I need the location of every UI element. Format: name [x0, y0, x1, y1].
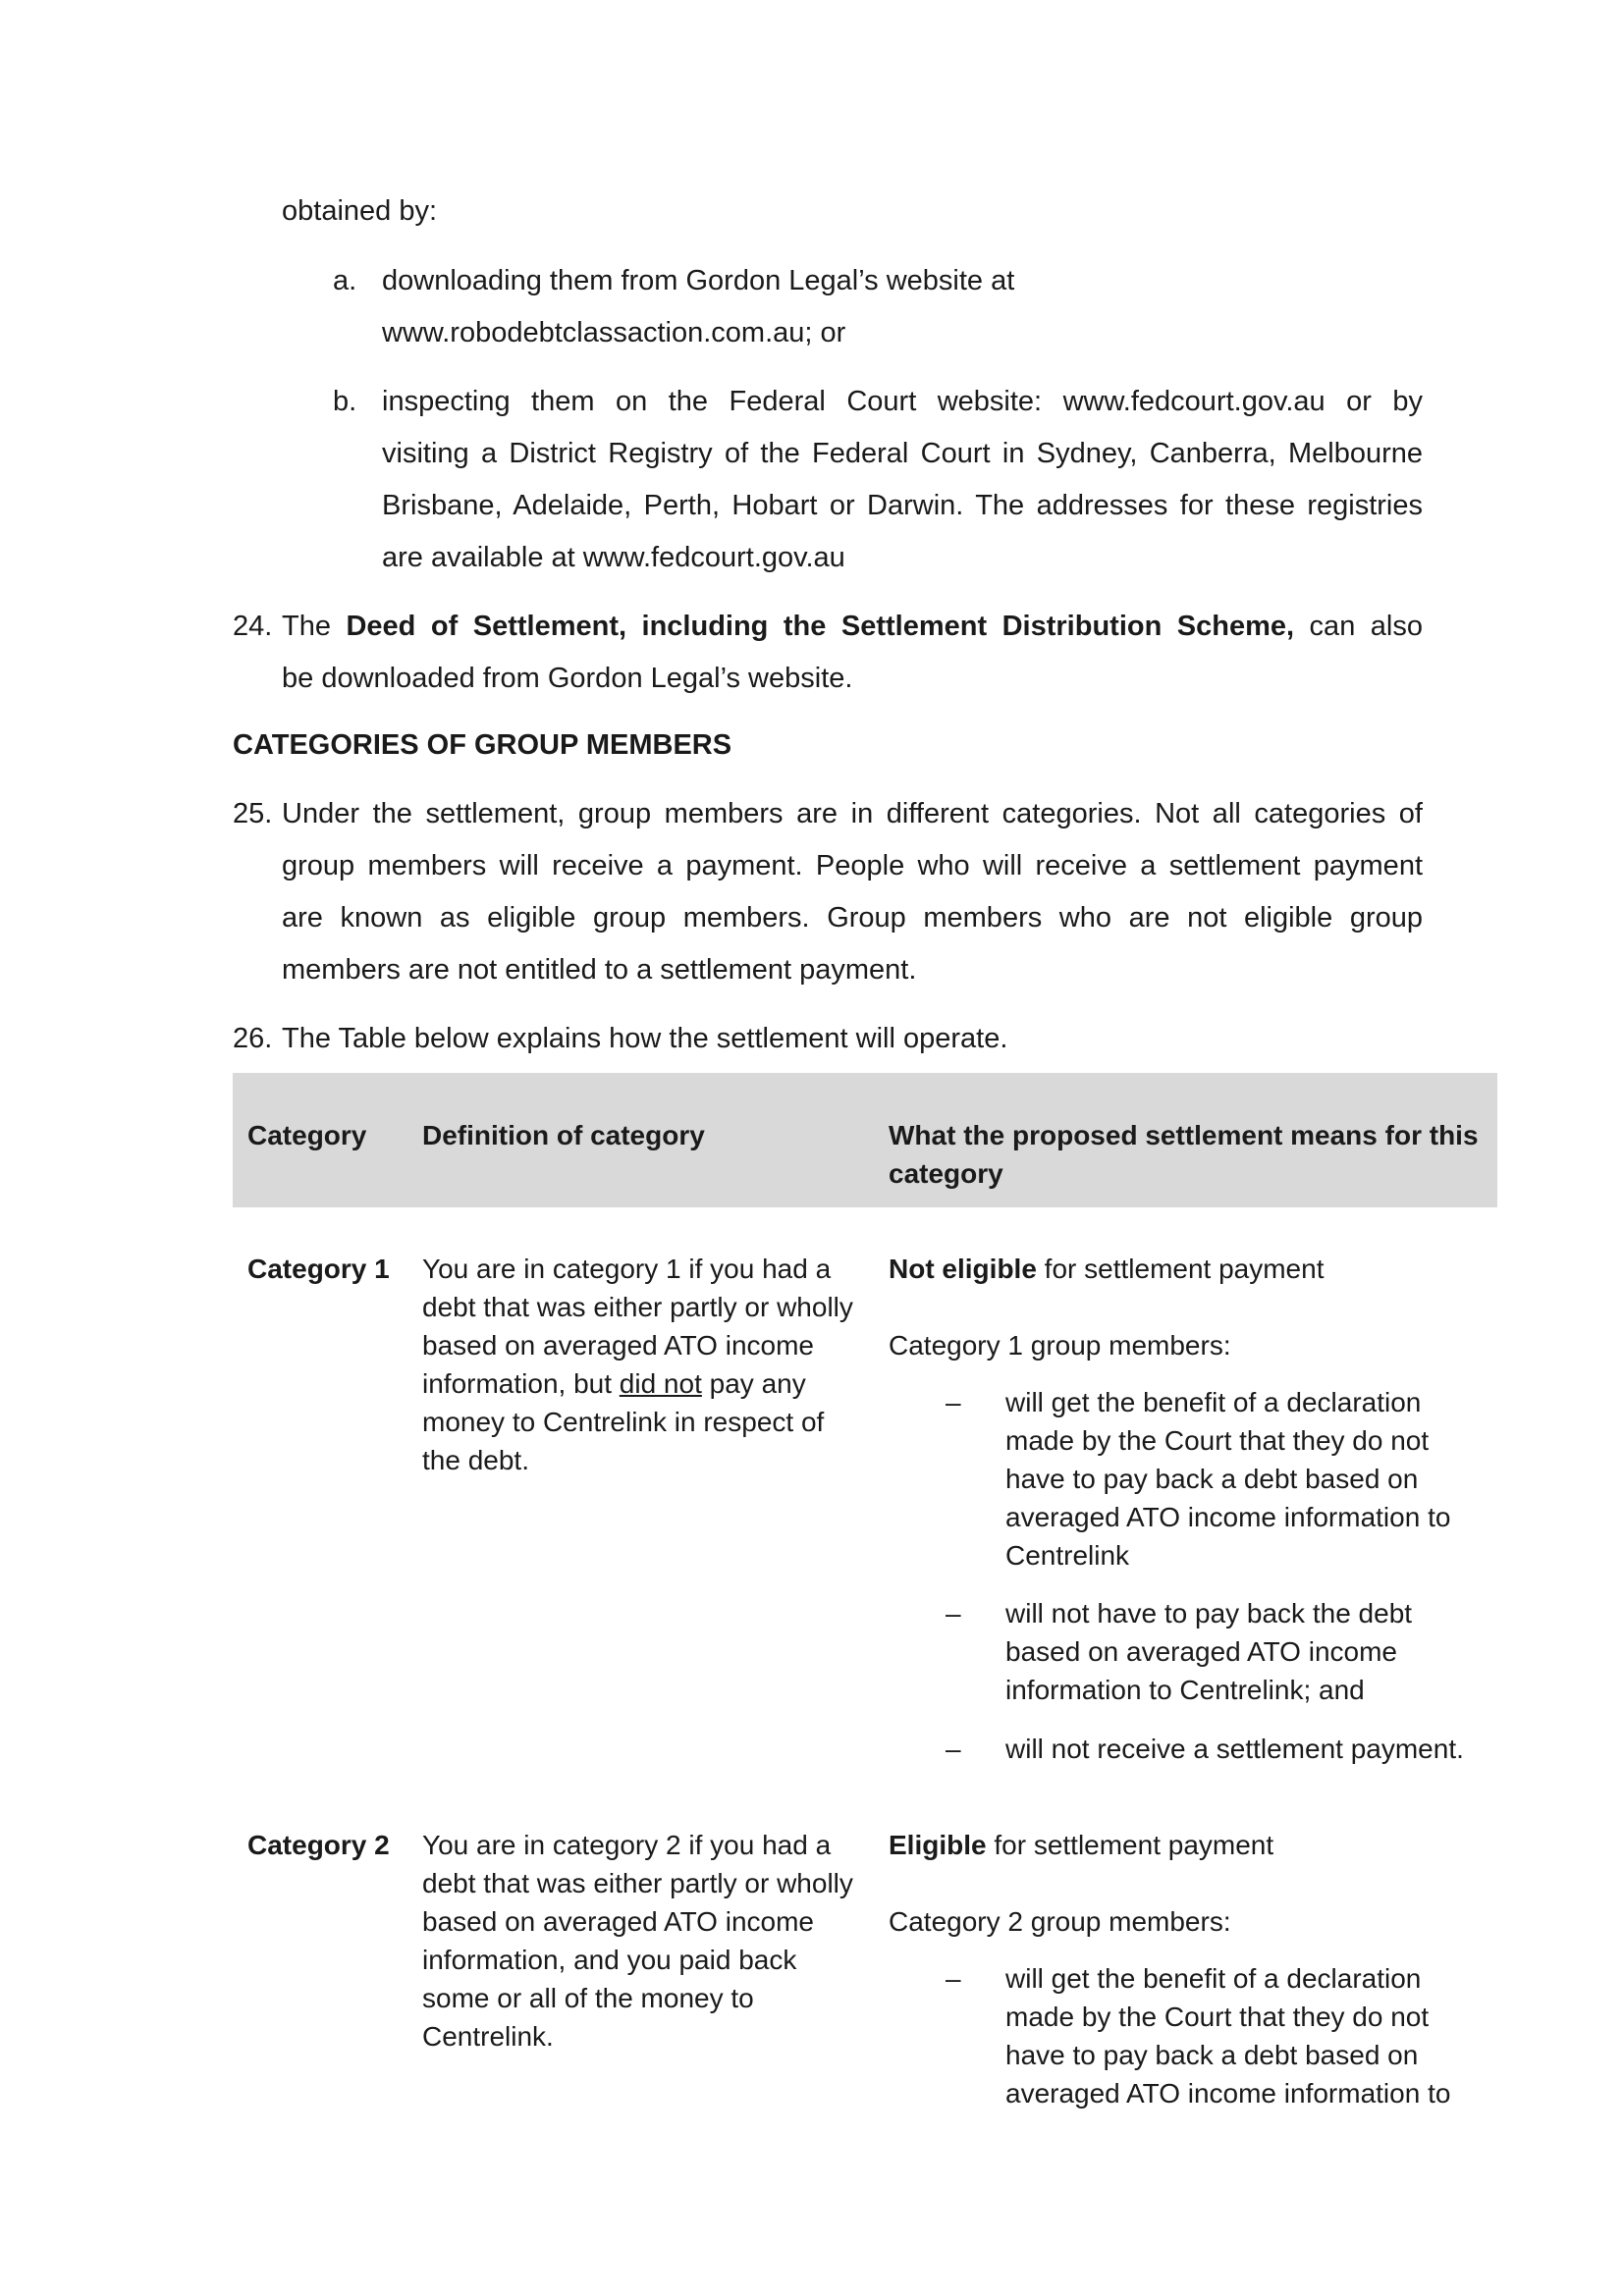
paragraph-number-25: 25.	[233, 798, 273, 829]
dash-bullet: –	[946, 1734, 961, 1764]
list-marker-b: b.	[333, 386, 357, 417]
bullet-line: made by the Court that they do not	[1005, 2002, 1430, 2032]
bullet-line: have to pay back a debt based on	[1005, 1464, 1419, 1494]
table-header-definition: Definition of category	[422, 1120, 705, 1150]
definition-line: You are in category 2 if you had a	[422, 1830, 832, 1860]
definition-text: pay any	[701, 1368, 806, 1399]
bullet-line: Centrelink	[1005, 1540, 1130, 1571]
definition-line: information, and you paid back	[422, 1945, 797, 1975]
list-item-b-line: are available at www.fedcourt.gov.au	[382, 542, 845, 573]
definition-line: Centrelink.	[422, 2021, 554, 2052]
paragraph-number-24: 24.	[233, 611, 273, 642]
paragraph-24-post: can also	[1294, 611, 1424, 642]
table-row-2-status	[889, 1826, 1273, 1864]
table-row-1-group-line: Category 1 group members:	[889, 1330, 1231, 1361]
did-not-underlined-text: did not	[619, 1368, 702, 1399]
table-header-category: Category	[247, 1120, 367, 1150]
list-marker-a: a.	[333, 265, 357, 296]
paragraph-24-pre: The	[282, 611, 347, 642]
status-text: for settlement payment	[986, 1830, 1274, 1860]
bullet-line: will get the benefit of a declaration	[1005, 1963, 1422, 1994]
list-item-b-line: Brisbane, Adelaide, Perth, Hobart or Darwin. The addresses for these registries	[382, 490, 1423, 521]
bullet-line: have to pay back a debt based on	[1005, 2040, 1419, 2070]
paragraph-25-line: Under the settlement, group members are in different categories. Not all categories of	[282, 798, 1423, 829]
status-text: for settlement payment	[1036, 1254, 1325, 1284]
table-row-2-category: Category 2	[247, 1830, 390, 1860]
paragraph-number-26: 26.	[233, 1023, 273, 1054]
section-heading: CATEGORIES OF GROUP MEMBERS	[233, 729, 732, 761]
intro-line: obtained by:	[282, 195, 438, 227]
table-row-2-group-line: Category 2 group members:	[889, 1906, 1231, 1937]
table-row-1-category: Category 1	[247, 1254, 390, 1284]
dash-bullet: –	[946, 1387, 961, 1417]
definition-line: debt that was either partly or wholly	[422, 1292, 853, 1322]
paragraph-24-line-2: be downloaded from Gordon Legal’s website.	[282, 663, 853, 694]
deed-of-settlement-text: Deed of Settlement, including the Settlement Distribution Scheme,	[346, 611, 1295, 642]
paragraph-25	[282, 788, 1423, 996]
not-eligible-label: Not eligible	[889, 1254, 1037, 1284]
list-item-a-line: downloading them from Gordon Legal’s website at	[382, 265, 1015, 296]
table-header-means: What the proposed settlement means for this category	[889, 1120, 1479, 1189]
bullet-item	[1005, 1383, 1496, 1575]
definition-line: based on averaged ATO income	[422, 1330, 814, 1361]
table-row-1-definition	[422, 1250, 854, 1479]
list-item-b-line: visiting a District Registry of the Federal Court in Sydney, Canberra, Melbourne	[382, 438, 1423, 469]
definition-line: debt that was either partly or wholly	[422, 1868, 853, 1898]
definition-line: the debt.	[422, 1445, 529, 1475]
paragraph-26: The Table below explains how the settlement will operate.	[282, 1023, 1008, 1054]
bullet-line: made by the Court that they do not	[1005, 1425, 1430, 1456]
paragraph-24	[282, 601, 1423, 705]
definition-text: information, but	[422, 1368, 620, 1399]
definition-line: based on averaged ATO income	[422, 1906, 814, 1937]
bullet-line: averaged ATO income information to	[1005, 2078, 1451, 2109]
list-item-a	[382, 255, 1423, 359]
list-item-b	[382, 376, 1423, 584]
bullet-line: will not receive a settlement payment.	[1005, 1734, 1464, 1764]
bullet-line: will not have to pay back the debt	[1005, 1598, 1413, 1629]
list-item-a-line: www.robodebtclassaction.com.au; or	[382, 317, 846, 348]
bullet-line: information to Centrelink; and	[1005, 1675, 1365, 1705]
bullet-line: will get the benefit of a declaration	[1005, 1387, 1422, 1417]
dash-bullet: –	[946, 1598, 961, 1629]
paragraph-25-line: members are not entitled to a settlement payment.	[282, 954, 917, 986]
definition-line: some or all of the money to	[422, 1983, 754, 2013]
definition-line: You are in category 1 if you had a	[422, 1254, 832, 1284]
definition-line	[422, 1364, 854, 1403]
bullet-item	[1005, 1594, 1496, 1709]
eligible-label: Eligible	[889, 1830, 987, 1860]
paragraph-25-line: are known as eligible group members. Group members who are not eligible group	[282, 902, 1423, 934]
paragraph-24-line-1	[282, 601, 1423, 653]
definition-line: money to Centrelink in respect of	[422, 1407, 825, 1437]
table-row-2-definition	[422, 1826, 854, 2056]
bullet-line: averaged ATO income information to	[1005, 1502, 1451, 1532]
bullet-item	[1005, 1959, 1496, 2112]
bullet-line: based on averaged ATO income	[1005, 1636, 1397, 1667]
paragraph-25-line: group members will receive a payment. People who will receive a settlement payment	[282, 850, 1423, 881]
table-row-1-status	[889, 1250, 1324, 1288]
list-item-b-line: inspecting them on the Federal Court website: www.fedcourt.gov.au or by	[382, 386, 1423, 417]
bullet-item	[1005, 1730, 1496, 1768]
dash-bullet: –	[946, 1963, 961, 1994]
